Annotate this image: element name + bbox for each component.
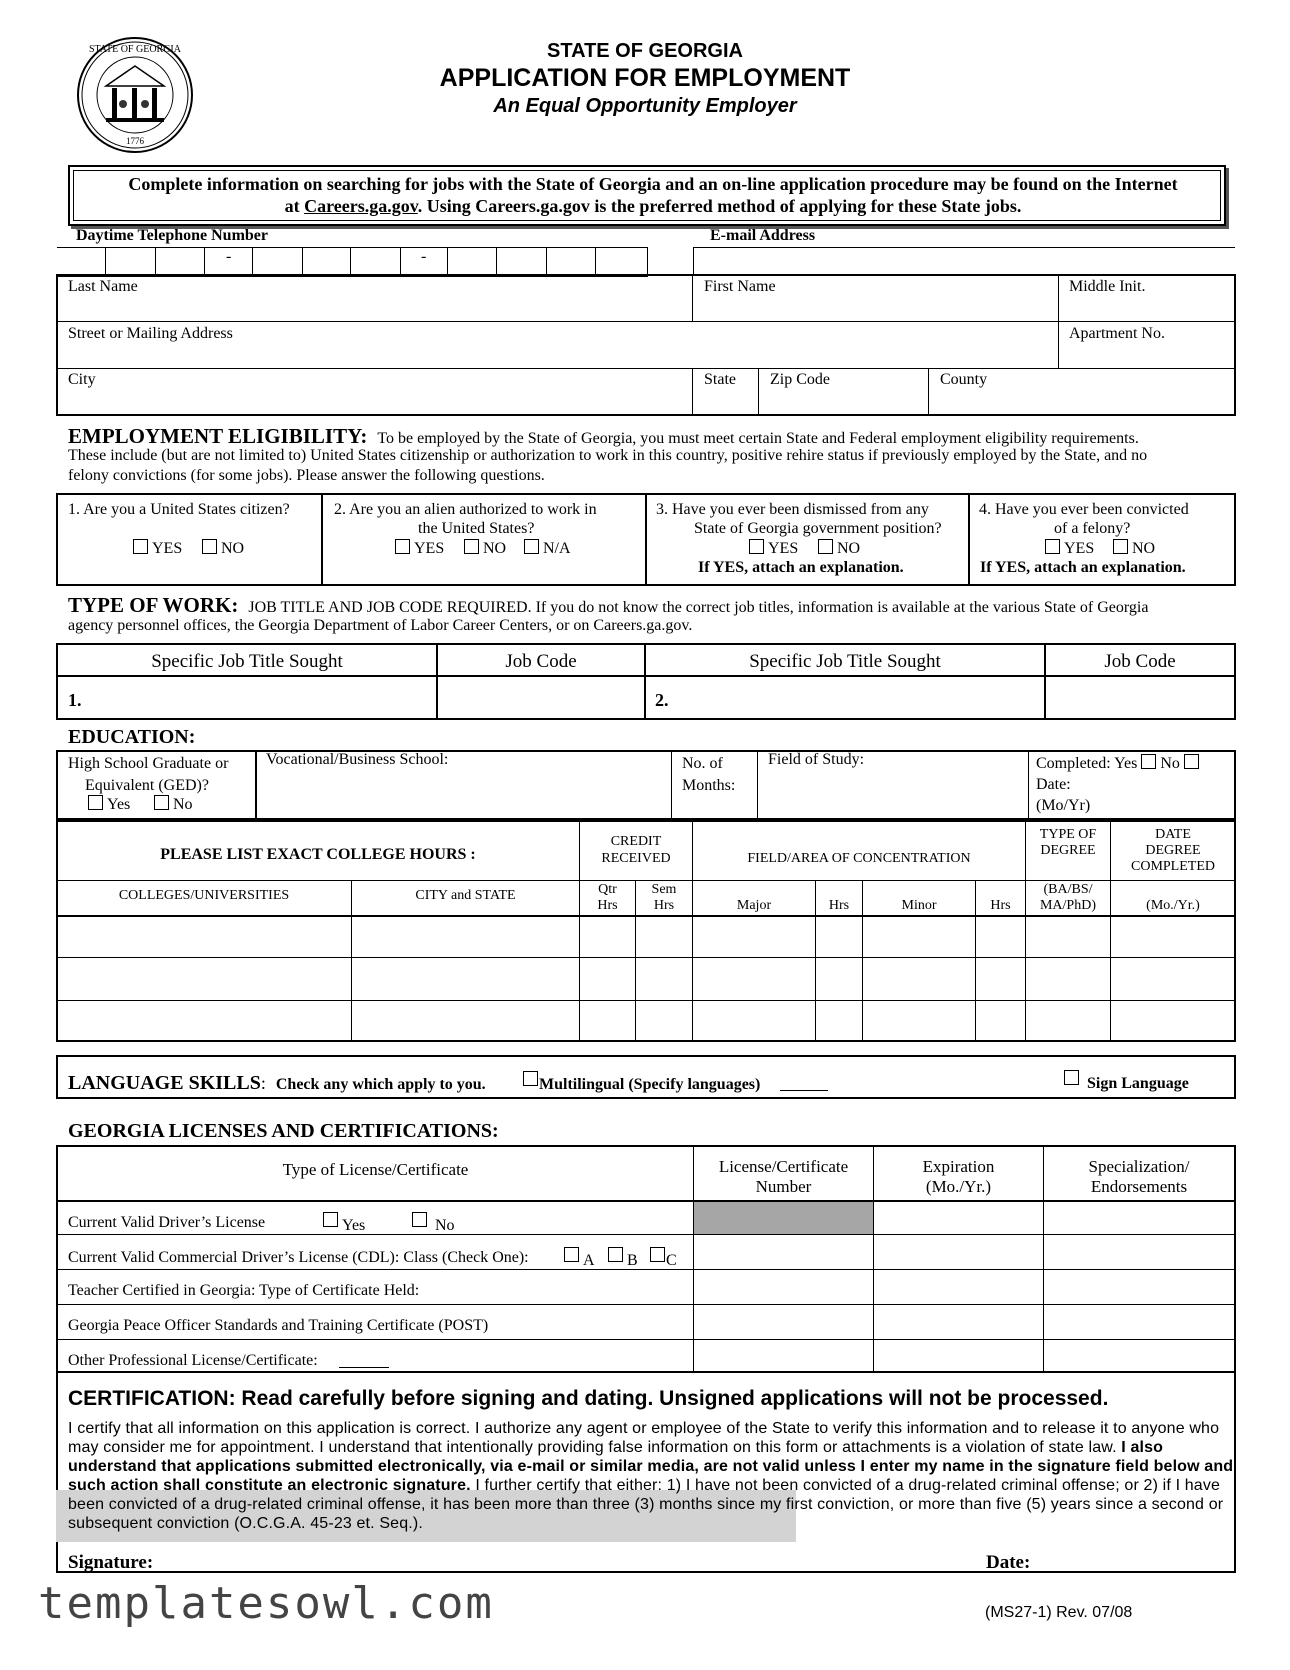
- citizen-no-option[interactable]: NO: [202, 539, 244, 558]
- checkbox[interactable]: [749, 539, 764, 554]
- work-heading: TYPE OF WORK:: [68, 593, 239, 617]
- certification-statement: I certify that all information on this application is correct. I authorize any agent or employee of the State to verify this information and to release it to anyone who may consider me for appointment. I understand that intentionally providing false information on this form or attachments is a violation of state law. I also understand that applications submitted electronically, via e-mail or similar media, are not valid unless I enter my name in the signature field below and such action shall constitute an electronic signature. I further certify that either: 1) I have not been convicted of a drug-related criminal offense; or 2) if I have been convicted of a drug-related criminal offense, it has been more than three (3) months since my first conviction, or more than five (5) years since a second or subsequent conviction (O.C.G.A. 45-23 et. Seq.).: [68, 1420, 1234, 1532]
- sign-language-option[interactable]: Sign Language: [1064, 1070, 1189, 1093]
- job-row-2[interactable]: 2.: [655, 690, 669, 710]
- checkbox[interactable]: [524, 539, 539, 554]
- online-application-notice: Complete information on searching for jobs with the State of Georgia and an on-line application procedure may be found on the Internet at Careers.ga.gov. Using Careers.ga.gov is the preferred method of applying for these State jobs.: [68, 165, 1226, 226]
- checkbox[interactable]: [323, 1212, 338, 1227]
- license-number-shaded-cell: [694, 1202, 873, 1234]
- work-text-1: JOB TITLE AND JOB CODE REQUIRED. If you do not know the correct job titles, information is available at the various State of Georgia: [248, 599, 1149, 616]
- degree-date-header-3: COMPLETED: [1131, 859, 1215, 874]
- phone-number-field[interactable]: [57, 247, 648, 277]
- language-heading: LANGUAGE SKILLS: [68, 1072, 261, 1094]
- state-field[interactable]: State: [704, 371, 736, 388]
- checkbox[interactable]: [154, 795, 169, 810]
- credit-received-header-1: CREDIT: [610, 834, 662, 849]
- checkbox[interactable]: [1184, 754, 1199, 769]
- teacher-certified-label: Teacher Certified in Georgia: Type of Certificate Held:: [68, 1282, 420, 1299]
- college-hours-header: PLEASE LIST EXACT COLLEGE HOURS :: [160, 846, 476, 863]
- completed-moyr-label: (Mo/Yr): [1036, 797, 1091, 814]
- checkbox[interactable]: [88, 795, 103, 810]
- city-state-column-header: CITY and STATE: [415, 888, 516, 903]
- street-address-field[interactable]: Street or Mailing Address: [68, 325, 233, 342]
- colleges-column-header: COLLEGES/UNIVERSITIES: [118, 888, 290, 903]
- email-field[interactable]: [693, 247, 1235, 276]
- qtr-hrs-header-2: Hrs: [597, 898, 618, 913]
- license-specialization-header-1: Specialization/: [1088, 1157, 1190, 1176]
- checkbox[interactable]: [1064, 1070, 1079, 1085]
- county-field[interactable]: County: [940, 371, 988, 388]
- minor-column-header: Minor: [901, 898, 937, 913]
- watermark: templatesowl.com: [38, 1578, 494, 1629]
- question-citizen: 1. Are you a United States citizen?: [68, 501, 290, 518]
- high-school-no-option[interactable]: No: [154, 795, 193, 814]
- question-felony-line1: 4. Have you ever been convicted: [979, 501, 1189, 518]
- license-type-header: Type of License/Certificate: [282, 1160, 469, 1179]
- felony-attach-note: If YES, attach an explanation.: [980, 559, 1186, 576]
- checkbox[interactable]: [1141, 754, 1156, 769]
- alien-no-option[interactable]: NO: [464, 539, 506, 558]
- other-license-label: Other Professional License/Certificate:: [68, 1352, 318, 1369]
- checkbox[interactable]: [818, 539, 833, 554]
- zip-code-field[interactable]: Zip Code: [770, 371, 830, 388]
- major-hrs-column-header: Hrs: [828, 898, 850, 913]
- high-school-yes-option[interactable]: Yes: [88, 795, 130, 814]
- checkbox[interactable]: [564, 1247, 579, 1262]
- multilingual-option[interactable]: Multilingual (Specify languages): [523, 1071, 760, 1094]
- credit-received-header-2: RECEIVED: [601, 851, 671, 866]
- license-number-header-2: Number: [755, 1177, 812, 1196]
- dismissed-attach-note: If YES, attach an explanation.: [698, 559, 904, 576]
- felony-yes-option[interactable]: YES: [1045, 539, 1094, 558]
- careers-link[interactable]: Careers.ga.gov: [304, 196, 418, 216]
- eligibility-text-1: To be employed by the State of Georgia, you must meet certain State and Federal employment eligibility requirements.: [377, 430, 1139, 447]
- sem-hrs-header-2: Hrs: [653, 898, 675, 913]
- phone-dash-1: -: [226, 248, 232, 265]
- concentration-header: FIELD/AREA OF CONCENTRATION: [747, 851, 971, 866]
- degree-kind-header-2: MA/PhD): [1039, 898, 1096, 913]
- vocational-school-field[interactable]: Vocational/Business School:: [266, 751, 449, 768]
- first-name-field[interactable]: First Name: [704, 278, 776, 295]
- phone-dash-2: -: [421, 248, 427, 265]
- cdl-class-c-option[interactable]: C: [650, 1247, 677, 1270]
- seal-text: STATE OF GEORGIA: [89, 44, 181, 55]
- job-title-header-1: Specific Job Title Sought: [151, 651, 343, 672]
- license-expiration-header-1: Expiration: [922, 1157, 995, 1176]
- high-school-question-1: High School Graduate or: [68, 755, 229, 772]
- drivers-license-no-option[interactable]: No: [412, 1212, 455, 1235]
- checkbox[interactable]: [1045, 539, 1060, 554]
- drivers-license-yes-option[interactable]: Yes: [323, 1212, 365, 1235]
- work-text-2: agency personnel offices, the Georgia Department of Labor Career Centers, or on Careers.ga.gov.: [68, 617, 693, 634]
- form-revision-id: (MS27-1) Rev. 07/08: [985, 1604, 1133, 1621]
- completed-date-label: Date:: [1036, 776, 1071, 793]
- alien-yes-option[interactable]: YES: [395, 539, 444, 558]
- post-certificate-label: Georgia Peace Officer Standards and Training Certificate (POST): [68, 1317, 489, 1334]
- dismissed-no-option[interactable]: NO: [818, 539, 860, 558]
- qtr-hrs-header-1: Qtr: [598, 882, 617, 897]
- alien-na-option[interactable]: N/A: [524, 539, 571, 558]
- citizen-yes-option[interactable]: YES: [133, 539, 182, 558]
- field-of-study-field[interactable]: Field of Study:: [768, 751, 865, 768]
- signature-field[interactable]: Signature:: [68, 1552, 154, 1573]
- license-specialization-header-2: Endorsements: [1090, 1177, 1188, 1196]
- degree-date-header-1: DATE: [1155, 827, 1191, 842]
- notice-line1: Complete information on searching for jobs with the State of Georgia and an on-line application procedure may be found on the Internet: [128, 174, 1178, 194]
- checkbox[interactable]: [1113, 539, 1128, 554]
- cdl-class-a-option[interactable]: A: [564, 1247, 595, 1270]
- email-label: E-mail Address: [710, 227, 816, 244]
- apartment-field[interactable]: Apartment No.: [1069, 325, 1165, 342]
- checkbox[interactable]: [608, 1247, 623, 1262]
- college-row[interactable]: [58, 917, 350, 957]
- degree-kind-header-1: (BA/BS/: [1043, 882, 1093, 897]
- checkbox[interactable]: [133, 539, 148, 554]
- eligibility-heading: EMPLOYMENT ELIGIBILITY:: [68, 424, 368, 448]
- form-subtitle: An Equal Opportunity Employer: [493, 95, 797, 117]
- job-code-header-2: Job Code: [1104, 651, 1176, 672]
- checkbox[interactable]: [202, 539, 217, 554]
- college-row[interactable]: [58, 958, 350, 1000]
- cdl-class-b-option[interactable]: B: [608, 1247, 638, 1270]
- phone-label: Daytime Telephone Number: [76, 227, 268, 244]
- dismissed-yes-option[interactable]: YES: [749, 539, 798, 558]
- months-label-2: Months:: [682, 777, 736, 794]
- minor-hrs-column-header: Hrs: [990, 898, 1011, 913]
- education-heading: EDUCATION:: [68, 726, 196, 748]
- question-dismissed-line1: 3. Have you ever been dismissed from any: [656, 501, 929, 518]
- license-expiration-header-2: (Mo./Yr.): [925, 1177, 992, 1196]
- degree-date-header-2: DEGREE: [1145, 843, 1201, 858]
- degree-type-header-1: TYPE OF: [1039, 827, 1097, 842]
- job-code-header-1: Job Code: [505, 651, 577, 672]
- form-title: APPLICATION FOR EMPLOYMENT: [439, 64, 851, 92]
- state-title: STATE OF GEORGIA: [547, 40, 743, 62]
- drivers-license-label: Current Valid Driver’s License: [68, 1214, 266, 1231]
- licenses-heading: GEORGIA LICENSES AND CERTIFICATIONS:: [68, 1120, 499, 1142]
- checkbox[interactable]: [464, 539, 479, 554]
- checkbox[interactable]: [395, 539, 410, 554]
- checkbox[interactable]: [523, 1071, 538, 1086]
- question-alien-line1: 2. Are you an alien authorized to work in: [334, 501, 597, 518]
- job-row-1[interactable]: 1.: [68, 690, 82, 710]
- certification-heading: CERTIFICATION: Read carefully before signing and dating. Unsigned applications will not be processed.: [68, 1387, 1109, 1410]
- city-field[interactable]: City: [68, 371, 96, 388]
- degree-type-header-2: DEGREE: [1040, 843, 1096, 858]
- completed-yes-option[interactable]: Completed: Yes No: [1036, 754, 1203, 773]
- language-instructions: Check any which apply to you.: [275, 1076, 486, 1093]
- felony-no-option[interactable]: NO: [1113, 539, 1155, 558]
- contact-grid: [56, 274, 1236, 416]
- license-number-header-1: License/Certificate: [718, 1157, 849, 1176]
- sem-hrs-header-1: Sem: [651, 882, 677, 897]
- checkbox[interactable]: [650, 1247, 665, 1262]
- months-label-1: No. of: [682, 755, 723, 772]
- date-field[interactable]: Date:: [986, 1552, 1031, 1573]
- seal-year: 1776: [126, 136, 144, 146]
- question-dismissed-line2: State of Georgia government position?: [694, 520, 942, 537]
- question-alien-line2: the United States?: [418, 520, 535, 537]
- checkbox[interactable]: [412, 1212, 427, 1227]
- eligibility-text-2: These include (but are not limited to) United States citizenship or authorization to work in this country, positive rehire status if previously employed by the State, and no: [68, 447, 1148, 464]
- eligibility-text-3: felony convictions (for some jobs). Please answer the following questions.: [68, 467, 545, 484]
- last-name-field[interactable]: Last Name: [68, 278, 138, 295]
- high-school-question-2: Equivalent (GED)?: [85, 777, 209, 794]
- college-row[interactable]: [58, 1001, 350, 1041]
- job-title-header-2: Specific Job Title Sought: [749, 651, 941, 672]
- major-column-header: Major: [736, 898, 772, 913]
- middle-initial-field[interactable]: Middle Init.: [1069, 278, 1146, 295]
- degree-moyr-header: (Mo./Yr.): [1146, 898, 1200, 913]
- cdl-label: Current Valid Commercial Driver’s License (CDL): Class (Check One):: [68, 1249, 529, 1266]
- question-felony-line2: of a felony?: [1054, 520, 1131, 537]
